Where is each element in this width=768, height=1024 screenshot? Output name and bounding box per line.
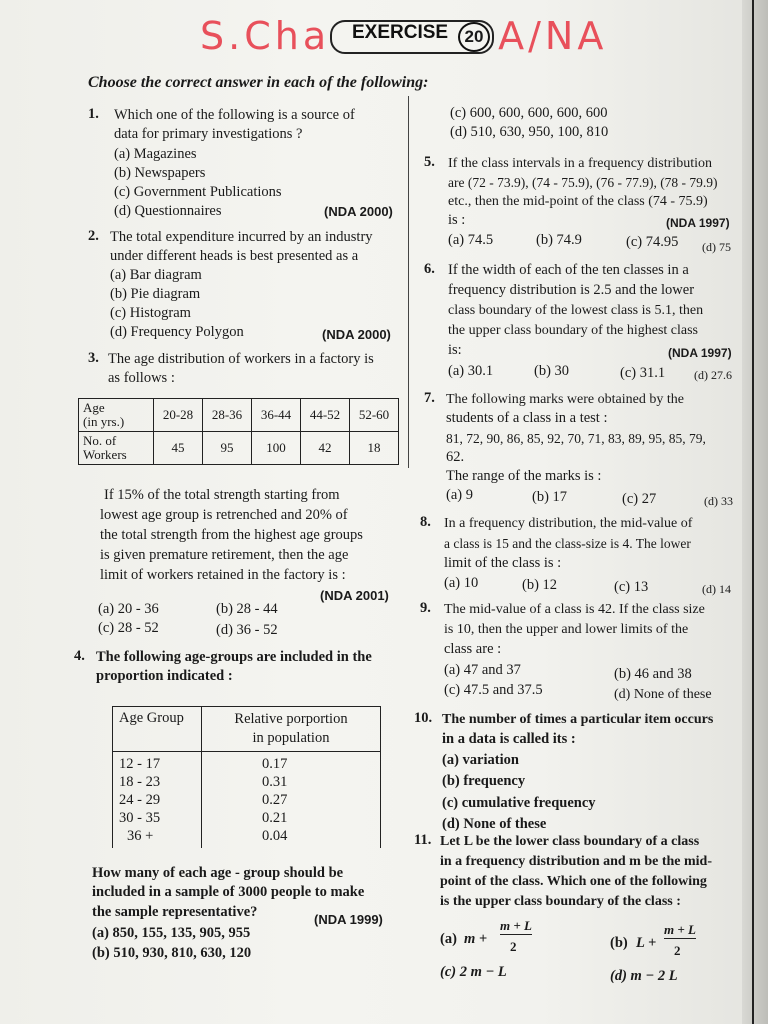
q11-option-c: (c) 2 m − L: [440, 964, 507, 980]
q5-line: are (72 - 73.9), (74 - 75.9), (76 - 77.9), (78 - 79.9): [448, 175, 718, 190]
age-group: 12 - 17: [119, 756, 161, 772]
q6-option: (b) 30: [534, 363, 570, 379]
table-cell: 52-60: [350, 399, 399, 432]
q1-source-tag: (NDA 2000): [324, 204, 393, 219]
table-cell: [113, 752, 202, 849]
q3-text: lowest age group is retrenched and 20% of: [100, 507, 348, 523]
q6-number: 6.: [424, 261, 435, 277]
age-group: 18 - 23: [119, 774, 161, 790]
q6-line: frequency distribution is 2.5 and the lower: [448, 282, 695, 298]
q4-text: included in a sample of 3000 people to make: [92, 884, 365, 900]
q8-number: 8.: [420, 514, 431, 530]
column-divider: [408, 96, 409, 468]
table-cell: 44-52: [301, 399, 350, 432]
q7-line: students of a class in a test :: [446, 410, 608, 426]
q7-line: The following marks were obtained by the: [446, 392, 684, 407]
q11-line: point of the class. Which one of the following: [440, 874, 707, 889]
q9-line: is 10, then the upper and lower limits of the: [444, 622, 689, 637]
age-unit: (in yrs.): [83, 414, 125, 429]
q1-option: (b) Newspapers: [114, 165, 206, 181]
q11-option-b-label: (b): [610, 935, 628, 951]
q10-option: (a) variation: [442, 752, 519, 768]
q3-text: is given premature retirement, then the age: [100, 547, 349, 563]
proportion-value: 0.21: [262, 810, 288, 826]
table-header-cell: [202, 707, 381, 752]
q2-line: under different heads is best presented as a: [110, 248, 359, 264]
q10-option: (d) None of these: [442, 816, 547, 832]
q3-option: (c) 28 - 52: [98, 620, 159, 636]
q9-option: (c) 47.5 and 37.5: [444, 682, 543, 698]
q8-option: (d) 14: [702, 582, 731, 596]
table-cell: 20-28: [154, 399, 203, 432]
q1-line: data for primary investigations ?: [114, 126, 303, 142]
table-row: [113, 707, 381, 752]
q5-number: 5.: [424, 154, 435, 170]
table-cell: 18: [350, 432, 399, 465]
q3-number: 3.: [88, 350, 99, 366]
q8-option: (a) 10: [444, 575, 479, 591]
q8-option: (c) 13: [614, 579, 649, 595]
table-row: [79, 432, 399, 465]
q11-option-a-denominator: 2: [510, 939, 517, 954]
q3-option: (d) 36 - 52: [216, 622, 278, 638]
table-cell: 100: [252, 432, 301, 465]
q7-line: 81, 72, 90, 86, 85, 92, 70, 71, 83, 89, 95, 85, 79,: [446, 431, 706, 446]
q11-option-b-numerator: m + L: [664, 922, 696, 937]
q2-source-tag: (NDA 2000): [322, 327, 391, 342]
age-distribution-table: [78, 398, 399, 465]
q7-number: 7.: [424, 390, 435, 406]
q9-option: (d) None of these: [614, 687, 712, 702]
q4-source-tag: (NDA 1999): [314, 912, 383, 927]
q4-text: How many of each age - group should be: [92, 865, 344, 881]
q6-option: (a) 30.1: [448, 363, 494, 379]
q3-text: the total strength from the highest age groups: [100, 527, 363, 543]
q8-line: In a frequency distribution, the mid-value of: [444, 516, 693, 531]
instruction: Choose the correct answer in each of the following:: [88, 74, 429, 91]
table-cell: 42: [301, 432, 350, 465]
q11-line: in a frequency distribution and m be the mid-: [440, 854, 712, 869]
q4-number: 4.: [74, 648, 85, 664]
proportion-header-2: in population: [252, 730, 330, 746]
q4-line: proportion indicated :: [96, 668, 233, 684]
table-cell: 28-36: [203, 399, 252, 432]
q10-option: (b) frequency: [442, 773, 526, 789]
q6-option: (d) 27.6: [694, 368, 732, 382]
q11-line: is the upper class boundary of the class :: [440, 894, 681, 909]
q5-option: (c) 74.95: [626, 234, 679, 250]
handwritten-note-right: A/NA: [498, 14, 608, 58]
q6-line: the upper class boundary of the highest class: [448, 323, 698, 338]
table-cell: 95: [203, 432, 252, 465]
q1-number: 1.: [88, 106, 99, 122]
q7-line: The range of the marks is :: [446, 468, 602, 484]
q11-option-b-denominator: 2: [674, 943, 681, 958]
exercise-number: 20: [458, 22, 490, 52]
q1-option: (d) Questionnaires: [114, 203, 222, 219]
proportion-header: Relative porportion: [234, 711, 348, 727]
proportion-value: 0.17: [262, 756, 288, 772]
q9-line: class are :: [444, 641, 502, 657]
q10-line: in a data is called its :: [442, 731, 576, 747]
handwritten-note-left: S.Cha: [200, 14, 331, 58]
proportion-value: 0.04: [262, 828, 288, 844]
q5-option: (b) 74.9: [536, 232, 582, 248]
q2-option: (b) Pie diagram: [110, 286, 201, 302]
q11-number: 11.: [414, 832, 432, 848]
age-group: 36 +: [127, 828, 154, 844]
q11-option-a-numerator: m + L: [500, 918, 532, 933]
proportion-value: 0.31: [262, 774, 288, 790]
q7-line: 62.: [446, 449, 465, 465]
q7-option: (d) 33: [704, 494, 733, 508]
q2-option: (a) Bar diagram: [110, 267, 202, 283]
q10-option: (c) cumulative frequency: [442, 795, 596, 811]
q5-source-tag: (NDA 1997): [666, 216, 730, 230]
q5-option: (a) 74.5: [448, 232, 494, 248]
q7-option: (c) 27: [622, 491, 657, 507]
workers-header-2: Workers: [83, 447, 127, 462]
q5-line: is :: [448, 212, 466, 228]
workers-header: No. of: [83, 433, 117, 448]
q10-number: 10.: [414, 710, 433, 726]
q9-option: (a) 47 and 37: [444, 662, 521, 678]
q11-option-d: (d) m − 2 L: [610, 968, 678, 984]
binding-edge: [752, 0, 754, 1024]
q4-option: (b) 510, 930, 810, 630, 120: [92, 945, 252, 961]
table-header-cell: Age Group: [113, 707, 202, 752]
q6-line: class boundary of the lowest class is 5.1, then: [448, 303, 704, 318]
q11-option-a-label: (a): [440, 931, 457, 947]
q5-line: etc., then the mid-point of the class (74 - 75.9): [448, 194, 708, 209]
q2-option: (c) Histogram: [110, 305, 191, 321]
q1-line: Which one of the following is a source of: [114, 107, 355, 123]
q4-option: (a) 850, 155, 135, 905, 955: [92, 925, 251, 941]
q9-line: The mid-value of a class is 42. If the class size: [444, 602, 705, 617]
table-header-cell: [79, 432, 154, 465]
table-cell: 45: [154, 432, 203, 465]
q1-option: (c) Government Publications: [114, 184, 282, 200]
q3-text: If 15% of the total strength starting from: [104, 487, 340, 503]
table-cell: 36-44: [252, 399, 301, 432]
q3-line: as follows :: [108, 370, 175, 386]
q8-line: limit of the class is :: [444, 555, 562, 571]
q4-option: (c) 600, 600, 600, 600, 600: [450, 105, 608, 121]
q3-source-tag: (NDA 2001): [320, 588, 389, 603]
q4-option: (d) 510, 630, 950, 100, 810: [450, 124, 609, 140]
q2-option: (d) Frequency Polygon: [110, 324, 244, 340]
q2-number: 2.: [88, 228, 99, 244]
exercise-label: EXERCISE: [352, 22, 449, 43]
q11-option-a-prefix: m +: [464, 931, 488, 947]
q2-line: The total expenditure incurred by an industry: [110, 229, 373, 245]
q6-line: If the width of each of the ten classes in a: [448, 262, 689, 278]
q9-option: (b) 46 and 38: [614, 666, 692, 682]
table-header-cell: [79, 399, 154, 432]
table-row: [79, 399, 399, 432]
table-row: [113, 752, 381, 849]
page-binding: [742, 0, 768, 1024]
q8-option: (b) 12: [522, 577, 558, 593]
q6-option: (c) 31.1: [620, 365, 666, 381]
q11-option-b-prefix: L +: [636, 935, 657, 951]
q4-text: the sample representative?: [92, 904, 258, 920]
q6-source-tag: (NDA 1997): [668, 346, 732, 360]
q3-option: (b) 28 - 44: [216, 601, 278, 617]
q5-option: (d) 75: [702, 240, 731, 254]
q10-line: The number of times a particular item occurs: [442, 712, 714, 727]
q1-option: (a) Magazines: [114, 146, 197, 162]
q4-line: The following age-groups are included in the: [96, 649, 372, 665]
age-group: 24 - 29: [119, 792, 161, 808]
q9-number: 9.: [420, 600, 431, 616]
q3-option: (a) 20 - 36: [98, 601, 159, 617]
q7-option: (b) 17: [532, 489, 568, 505]
q3-text: limit of workers retained in the factory is :: [100, 567, 346, 583]
age-header: Age: [83, 400, 105, 415]
q5-line: If the class intervals in a frequency distribution: [448, 156, 712, 171]
age-group-table: [112, 706, 381, 848]
age-group: 30 - 35: [119, 810, 161, 826]
q8-line: a class is 15 and the class-size is 4. The lower: [444, 536, 691, 551]
q7-option: (a) 9: [446, 487, 473, 503]
q11-line: Let L be the lower class boundary of a class: [440, 834, 700, 849]
q3-line: The age distribution of workers in a factory is: [108, 351, 374, 367]
table-cell: [202, 752, 381, 849]
proportion-value: 0.27: [262, 792, 288, 808]
q6-line: is:: [448, 342, 462, 358]
